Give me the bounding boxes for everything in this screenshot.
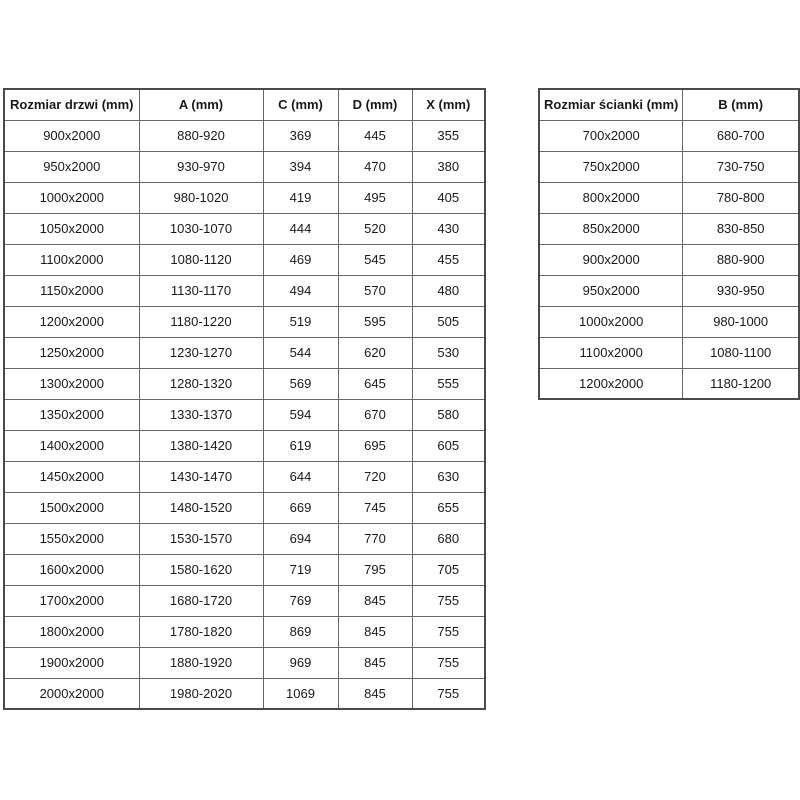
table-cell: 1130-1170 bbox=[139, 275, 263, 306]
table-cell: 1100x2000 bbox=[539, 337, 683, 368]
table-cell: 795 bbox=[338, 554, 412, 585]
table-cell: 445 bbox=[338, 120, 412, 151]
table-cell: 1000x2000 bbox=[4, 182, 139, 213]
table-cell: 670 bbox=[338, 399, 412, 430]
table-cell: 930-950 bbox=[683, 275, 799, 306]
table-cell: 755 bbox=[412, 647, 485, 678]
table-cell: 555 bbox=[412, 368, 485, 399]
table-cell: 1280-1320 bbox=[139, 368, 263, 399]
table-cell: 669 bbox=[263, 492, 338, 523]
table-cell: 969 bbox=[263, 647, 338, 678]
table-cell: 950x2000 bbox=[4, 151, 139, 182]
table-cell: 1530-1570 bbox=[139, 523, 263, 554]
table-cell: 430 bbox=[412, 213, 485, 244]
table-cell: 1680-1720 bbox=[139, 585, 263, 616]
table-cell: 1800x2000 bbox=[4, 616, 139, 647]
table-cell: 800x2000 bbox=[539, 182, 683, 213]
table-cell: 780-800 bbox=[683, 182, 799, 213]
table-cell: 1700x2000 bbox=[4, 585, 139, 616]
table-cell: 469 bbox=[263, 244, 338, 275]
table-cell: 1600x2000 bbox=[4, 554, 139, 585]
table-cell: 695 bbox=[338, 430, 412, 461]
table-cell: 730-750 bbox=[683, 151, 799, 182]
table-cell: 700x2000 bbox=[539, 120, 683, 151]
table-cell: 755 bbox=[412, 585, 485, 616]
table-row bbox=[4, 554, 485, 585]
table-cell: 644 bbox=[263, 461, 338, 492]
table-row bbox=[539, 275, 799, 306]
table-cell: 1100x2000 bbox=[4, 244, 139, 275]
header-row bbox=[4, 89, 485, 120]
table-cell: 1230-1270 bbox=[139, 337, 263, 368]
table-cell: 880-920 bbox=[139, 120, 263, 151]
table-cell: 1350x2000 bbox=[4, 399, 139, 430]
table-row bbox=[4, 678, 485, 709]
table-cell: 530 bbox=[412, 337, 485, 368]
table-cell: 2000x2000 bbox=[4, 678, 139, 709]
table-cell: 355 bbox=[412, 120, 485, 151]
table-cell: 580 bbox=[412, 399, 485, 430]
header-row bbox=[539, 89, 799, 120]
table-cell: 405 bbox=[412, 182, 485, 213]
table-cell: 1000x2000 bbox=[539, 306, 683, 337]
table-row bbox=[4, 430, 485, 461]
table-cell: 495 bbox=[338, 182, 412, 213]
column-header: X (mm) bbox=[412, 89, 485, 120]
table-row bbox=[4, 492, 485, 523]
door-sizes-table bbox=[3, 88, 486, 710]
table-cell: 1550x2000 bbox=[4, 523, 139, 554]
table-cell: 845 bbox=[338, 585, 412, 616]
wall-table-header bbox=[539, 89, 799, 120]
table-cell: 444 bbox=[263, 213, 338, 244]
table-cell: 1330-1370 bbox=[139, 399, 263, 430]
door-table-body bbox=[4, 120, 485, 709]
table-cell: 1430-1470 bbox=[139, 461, 263, 492]
table-cell: 1780-1820 bbox=[139, 616, 263, 647]
table-cell: 569 bbox=[263, 368, 338, 399]
table-cell: 605 bbox=[412, 430, 485, 461]
wall-table-body bbox=[539, 120, 799, 399]
table-row bbox=[4, 337, 485, 368]
table-cell: 570 bbox=[338, 275, 412, 306]
table-cell: 1380-1420 bbox=[139, 430, 263, 461]
table-row bbox=[4, 182, 485, 213]
table-cell: 505 bbox=[412, 306, 485, 337]
table-cell: 369 bbox=[263, 120, 338, 151]
table-cell: 1900x2000 bbox=[4, 647, 139, 678]
table-cell: 1050x2000 bbox=[4, 213, 139, 244]
table-cell: 1069 bbox=[263, 678, 338, 709]
table-row bbox=[4, 523, 485, 554]
table-cell: 1400x2000 bbox=[4, 430, 139, 461]
table-row bbox=[4, 368, 485, 399]
table-row bbox=[4, 275, 485, 306]
table-cell: 380 bbox=[412, 151, 485, 182]
table-cell: 680 bbox=[412, 523, 485, 554]
table-row bbox=[539, 306, 799, 337]
column-header: B (mm) bbox=[683, 89, 799, 120]
table-row bbox=[539, 151, 799, 182]
table-cell: 655 bbox=[412, 492, 485, 523]
table-cell: 719 bbox=[263, 554, 338, 585]
table-cell: 680-700 bbox=[683, 120, 799, 151]
table-cell: 980-1000 bbox=[683, 306, 799, 337]
table-cell: 1500x2000 bbox=[4, 492, 139, 523]
table-row bbox=[539, 120, 799, 151]
table-cell: 1150x2000 bbox=[4, 275, 139, 306]
table-row bbox=[4, 616, 485, 647]
table-row bbox=[539, 244, 799, 275]
column-header: A (mm) bbox=[139, 89, 263, 120]
table-cell: 1200x2000 bbox=[539, 368, 683, 399]
table-row bbox=[4, 461, 485, 492]
table-cell: 494 bbox=[263, 275, 338, 306]
table-cell: 1180-1200 bbox=[683, 368, 799, 399]
table-cell: 980-1020 bbox=[139, 182, 263, 213]
table-cell: 720 bbox=[338, 461, 412, 492]
table-cell: 1480-1520 bbox=[139, 492, 263, 523]
table-cell: 1080-1100 bbox=[683, 337, 799, 368]
table-row bbox=[539, 182, 799, 213]
table-cell: 1180-1220 bbox=[139, 306, 263, 337]
table-cell: 769 bbox=[263, 585, 338, 616]
table-row bbox=[4, 585, 485, 616]
table-cell: 394 bbox=[263, 151, 338, 182]
table-cell: 869 bbox=[263, 616, 338, 647]
table-cell: 519 bbox=[263, 306, 338, 337]
table-row bbox=[4, 151, 485, 182]
table-row bbox=[4, 120, 485, 151]
table-cell: 645 bbox=[338, 368, 412, 399]
column-header: D (mm) bbox=[338, 89, 412, 120]
table-cell: 620 bbox=[338, 337, 412, 368]
table-cell: 1200x2000 bbox=[4, 306, 139, 337]
table-row bbox=[539, 368, 799, 399]
table-cell: 850x2000 bbox=[539, 213, 683, 244]
table-cell: 845 bbox=[338, 647, 412, 678]
table-cell: 930-970 bbox=[139, 151, 263, 182]
table-cell: 1300x2000 bbox=[4, 368, 139, 399]
table-cell: 595 bbox=[338, 306, 412, 337]
table-cell: 845 bbox=[338, 678, 412, 709]
table-cell: 480 bbox=[412, 275, 485, 306]
table-cell: 755 bbox=[412, 678, 485, 709]
table-cell: 594 bbox=[263, 399, 338, 430]
table-cell: 520 bbox=[338, 213, 412, 244]
table-cell: 705 bbox=[412, 554, 485, 585]
table-cell: 750x2000 bbox=[539, 151, 683, 182]
table-cell: 770 bbox=[338, 523, 412, 554]
table-cell: 455 bbox=[412, 244, 485, 275]
table-cell: 950x2000 bbox=[539, 275, 683, 306]
table-row bbox=[539, 213, 799, 244]
column-header: Rozmiar ścianki (mm) bbox=[539, 89, 683, 120]
table-cell: 1250x2000 bbox=[4, 337, 139, 368]
table-cell: 630 bbox=[412, 461, 485, 492]
table-cell: 900x2000 bbox=[539, 244, 683, 275]
table-cell: 544 bbox=[263, 337, 338, 368]
table-cell: 900x2000 bbox=[4, 120, 139, 151]
table-cell: 845 bbox=[338, 616, 412, 647]
column-header: C (mm) bbox=[263, 89, 338, 120]
table-row bbox=[539, 337, 799, 368]
table-row bbox=[4, 306, 485, 337]
table-cell: 419 bbox=[263, 182, 338, 213]
table-cell: 1030-1070 bbox=[139, 213, 263, 244]
table-cell: 880-900 bbox=[683, 244, 799, 275]
door-table-header bbox=[4, 89, 485, 120]
wall-panel-sizes-table bbox=[538, 88, 800, 400]
table-cell: 1980-2020 bbox=[139, 678, 263, 709]
table-cell: 470 bbox=[338, 151, 412, 182]
table-cell: 755 bbox=[412, 616, 485, 647]
table-cell: 1580-1620 bbox=[139, 554, 263, 585]
table-row bbox=[4, 213, 485, 244]
table-cell: 545 bbox=[338, 244, 412, 275]
table-cell: 830-850 bbox=[683, 213, 799, 244]
table-cell: 1080-1120 bbox=[139, 244, 263, 275]
table-row bbox=[4, 647, 485, 678]
table-row bbox=[4, 244, 485, 275]
column-header: Rozmiar drzwi (mm) bbox=[4, 89, 139, 120]
table-cell: 1450x2000 bbox=[4, 461, 139, 492]
table-cell: 1880-1920 bbox=[139, 647, 263, 678]
table-cell: 745 bbox=[338, 492, 412, 523]
table-row bbox=[4, 399, 485, 430]
table-cell: 619 bbox=[263, 430, 338, 461]
table-cell: 694 bbox=[263, 523, 338, 554]
